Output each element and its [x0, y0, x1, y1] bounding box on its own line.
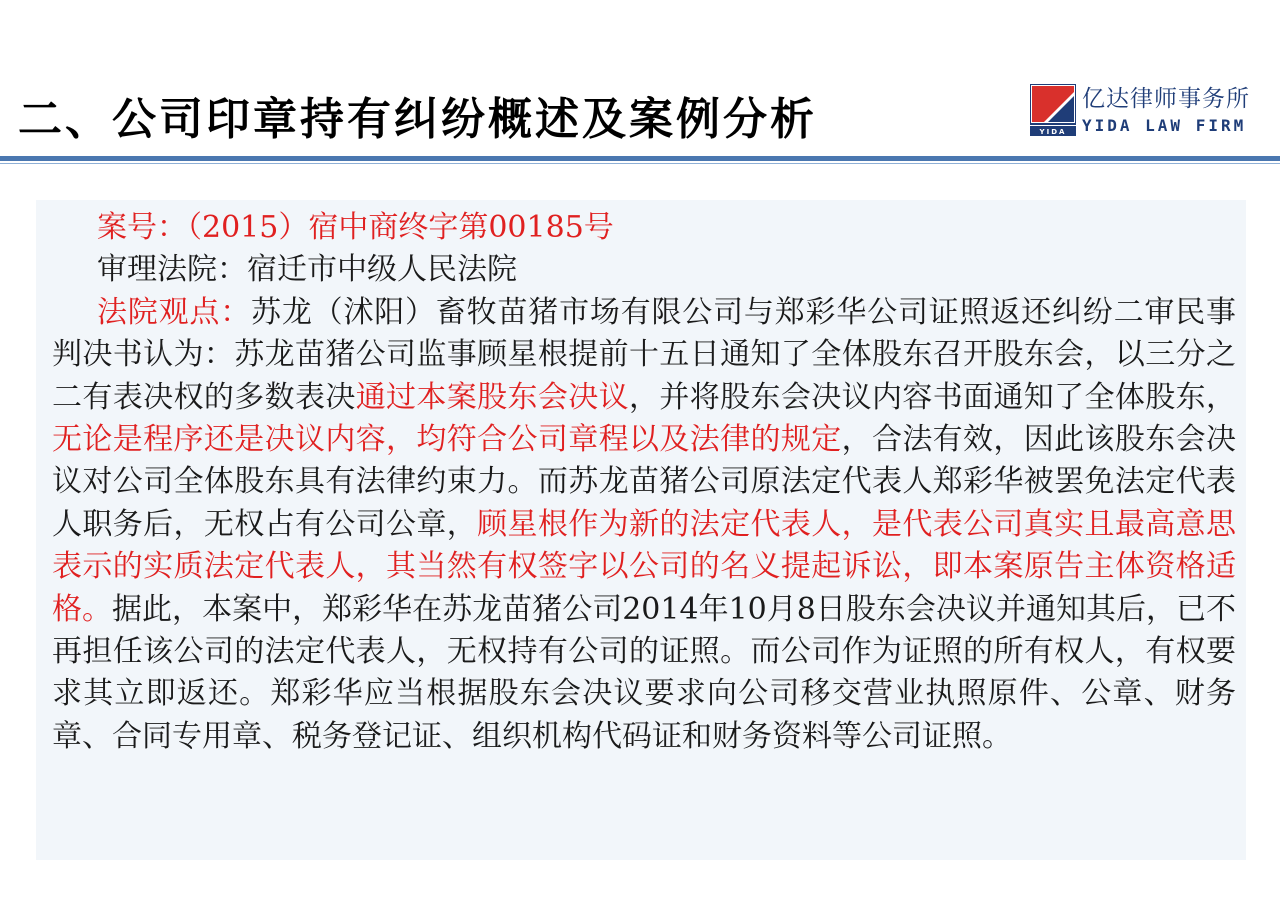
firm-logo: [1030, 84, 1270, 140]
opinion-text: ，合法有效，因此该股东会决议对公司全体股东具有法律约束力。而苏龙苗猪公司原法定代表人郑彩华被罢免法定代表人职务后，无权占有公司公章，: [52, 422, 1236, 542]
opinion-highlight: 无论是程序还是决议内容，均符合公司章程以及法律的规定: [52, 422, 842, 458]
page-title: 二、公司印章持有纠纷概述及案例分析: [18, 94, 817, 145]
opinion-text: 据此，本案中，郑彩华在苏龙苗猪公司2014年10月8日股东会决议并通知其后，已不再担任该公司的法定代表人，无权持有公司的证照。而公司作为证照的所有权人，有权要求其立即返还。郑彩华应当根据股东会决议要求向公司移交营业执照原件、公章、财务章、合同专用章、税务登记证、组织机构代码证和财务资料等公司证照。: [52, 591, 1237, 754]
yida-logo-mark: [1030, 84, 1076, 136]
court-value: 宿迁市中级人民法院: [247, 252, 517, 288]
header-divider: [0, 156, 1280, 161]
case-number-label: 案号：: [97, 210, 187, 245]
court-label: 审理法院：: [97, 252, 247, 288]
logo-chinese-name: 亿达律师事务所: [1082, 86, 1250, 112]
opinion-label: 法院观点：: [97, 294, 252, 330]
case-content: [52, 207, 1236, 758]
case-number-line: [52, 207, 1236, 249]
opinion-text: ，并将股东会决议内容书面通知了全体股东，: [629, 379, 1237, 415]
opinion-highlight: 通过本案股东会决议: [355, 379, 630, 415]
case-number-value: （2015）宿中商终字第00185号: [187, 210, 614, 245]
logo-english-name: YIDA LAW FIRM: [1082, 116, 1247, 135]
opinion-paragraph: [52, 292, 1236, 758]
header-divider-thin: [0, 163, 1280, 164]
court-line: [52, 249, 1236, 291]
opinion-highlight: 顾星根作为新的法定代表人，是代表公司真实且最高意思表示的实质法定代表人，其当然有权签字以公司的名义提起诉讼，即本案原告主体资格适格。: [52, 506, 1237, 627]
opinion-text: 苏龙（沭阳）畜牧苗猪市场有限公司与郑彩华公司证照返还纠纷二审民事判决书认为：苏龙苗猪公司监事顾星根提前十五日通知了全体股东召开股东会，以三分之二有表决权的多数表决: [52, 294, 1237, 415]
logo-mark-text: YIDA: [1039, 128, 1067, 136]
